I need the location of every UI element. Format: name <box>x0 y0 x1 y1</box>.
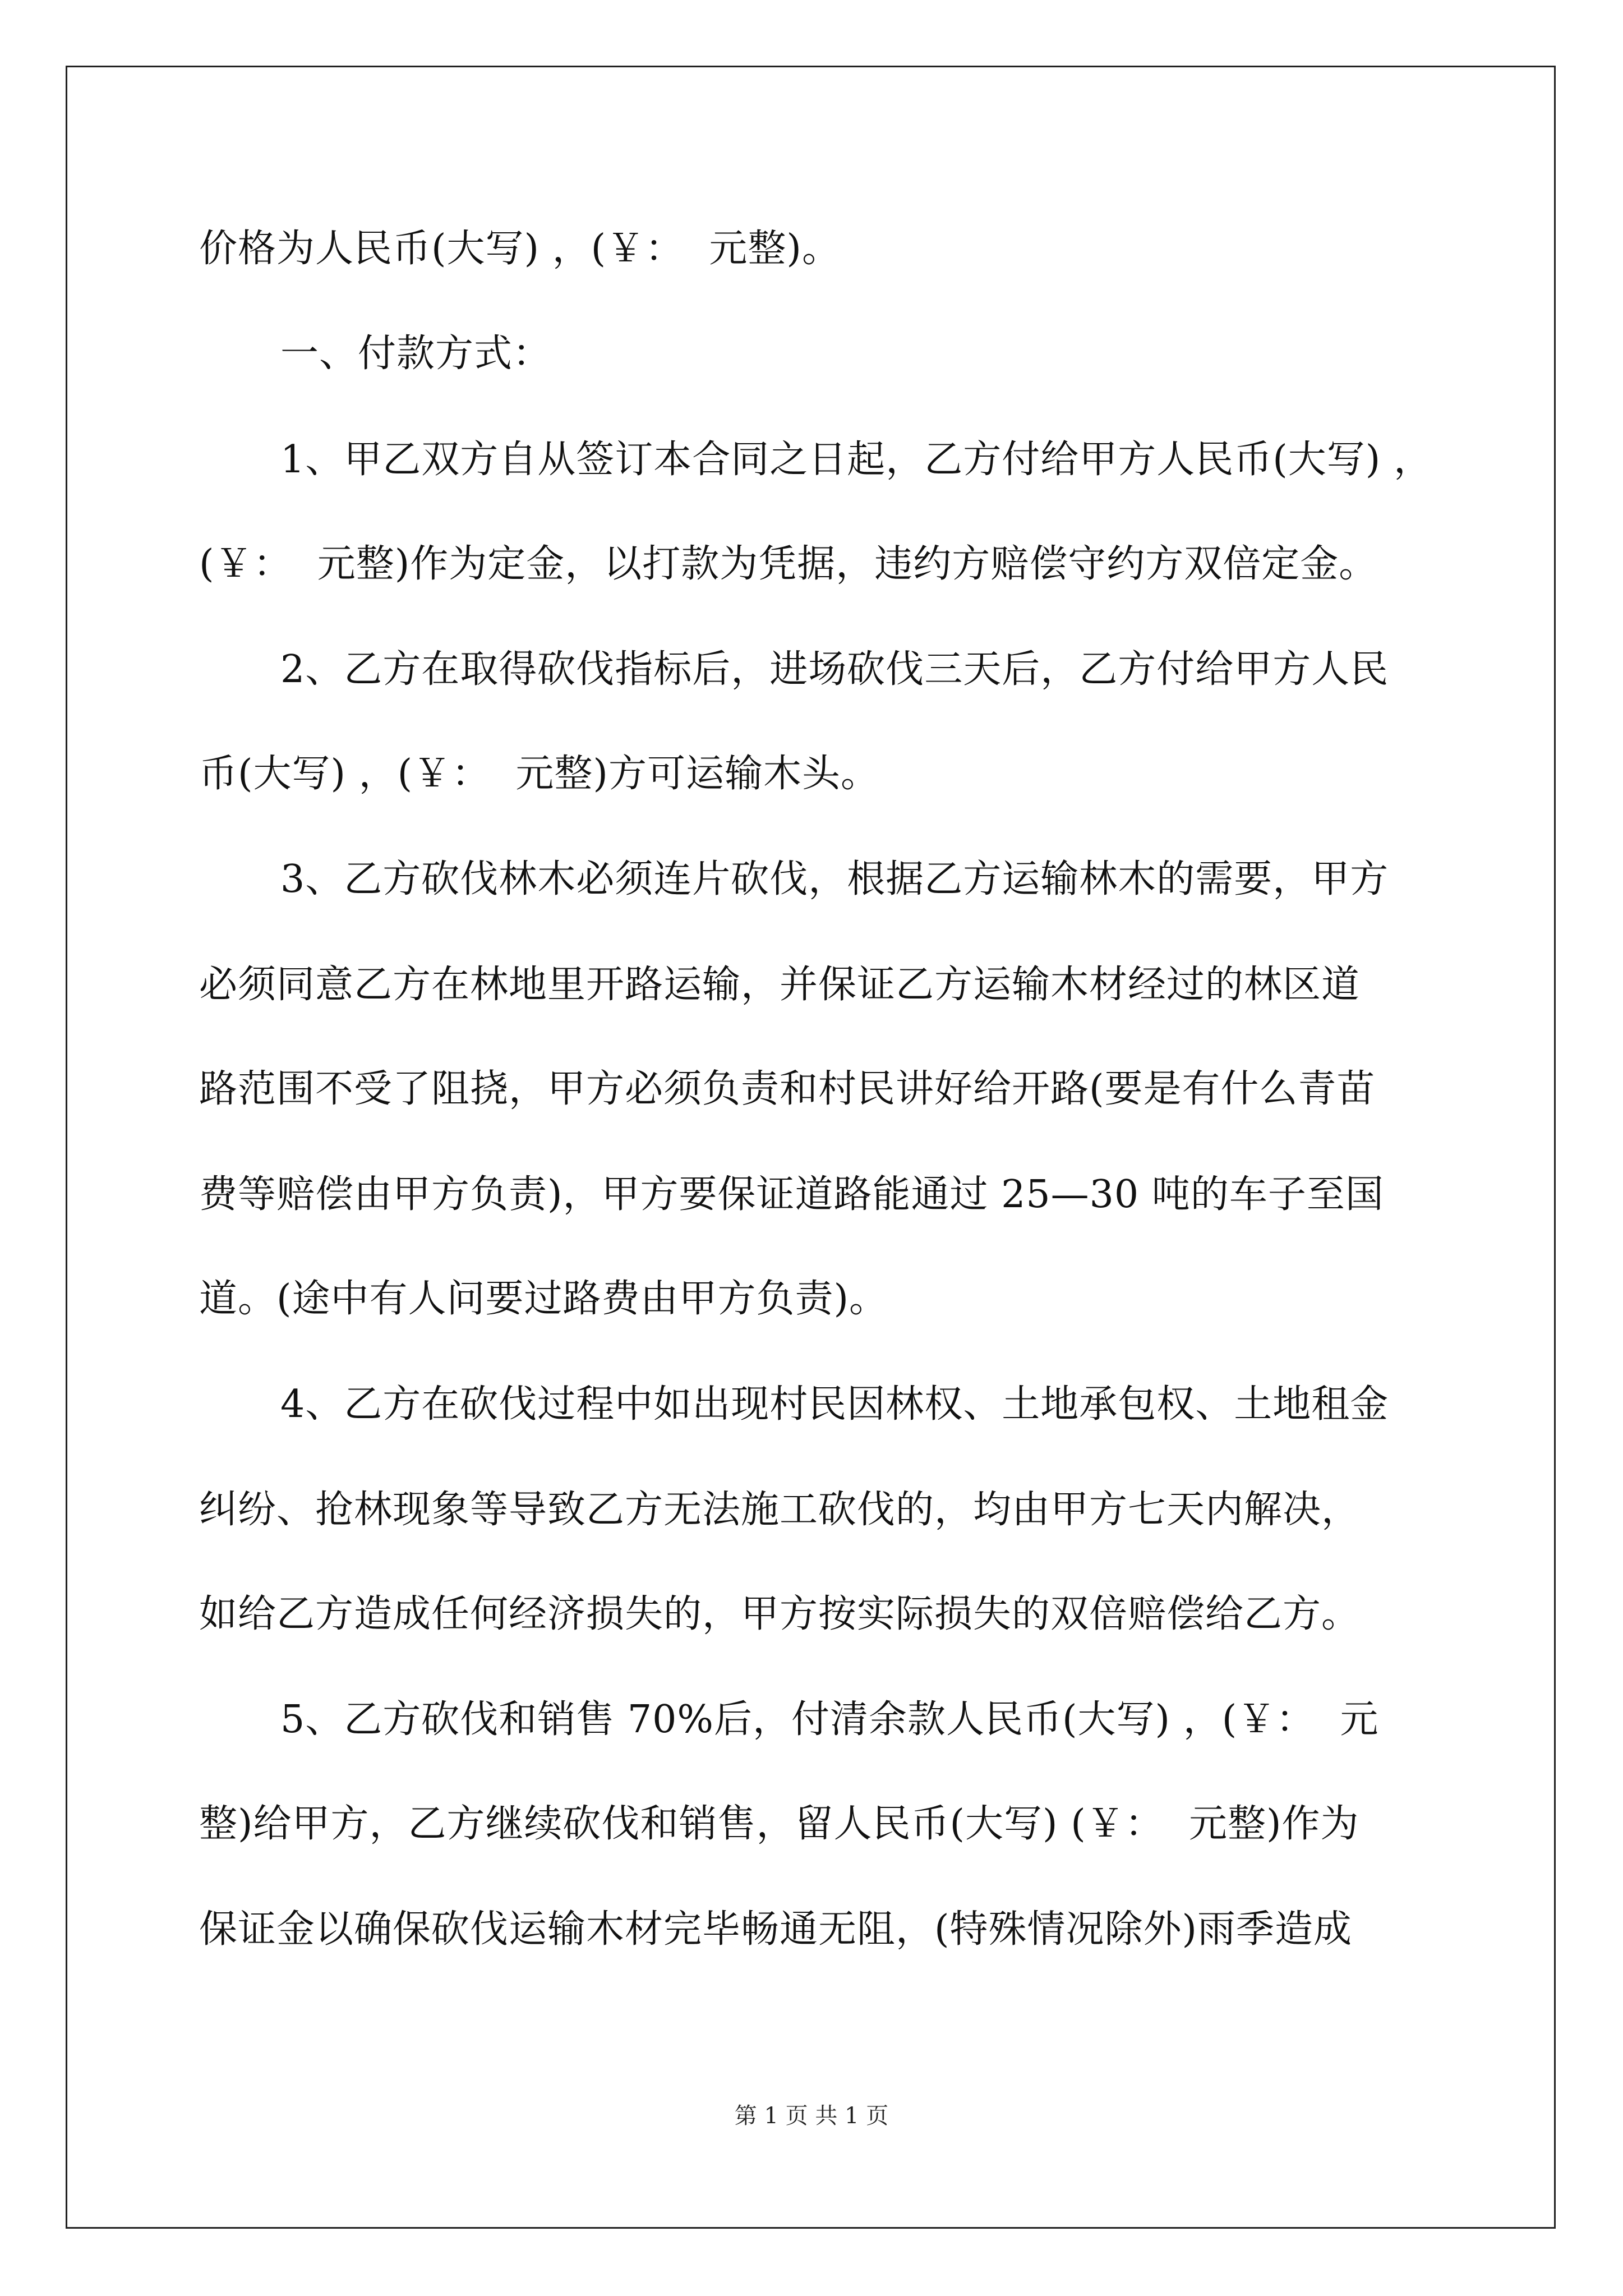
text-line: 保证金以确保砍伐运输木材完毕畅通无阻，(特殊情况除外)雨季造成 <box>199 1907 1353 1952</box>
text-line: 路范围不受了阻挠，甲方必须负责和村民讲好给开路(要是有什么青苗 <box>199 1067 1376 1111</box>
text-line: (￥： 元整)作为定金，以打款为凭据，违约方赔偿守约方双倍定金。 <box>199 542 1378 586</box>
text-line: 纠纷、抢林现象等导致乙方无法施工砍伐的，均由甲方七天内解决， <box>199 1488 1361 1532</box>
text-line: 道。(途中有人问要过路费由甲方负责)。 <box>199 1277 888 1321</box>
text-line: 价格为人民币(大写) ，(￥： 元整)。 <box>199 227 841 271</box>
text-line: 费等赔偿由甲方负责)，甲方要保证道路能通过 25—30 吨的车子至国 <box>199 1172 1384 1217</box>
text-line: 4、乙方在砍伐过程中如出现村民因林权、土地承包权、土地租金 <box>280 1382 1389 1427</box>
text-line: 币(大写) ，(￥： 元整)方可运输木头。 <box>199 752 879 796</box>
text-line: 3、乙方砍伐林木必须连片砍伐，根据乙方运输林木的需要，甲方 <box>280 857 1389 901</box>
text-line: 必须同意乙方在林地里开路运输，并保证乙方运输木材经过的林区道 <box>199 963 1361 1007</box>
page-border <box>66 66 1556 2229</box>
text-line: 整)给甲方，乙方继续砍伐和销售，留人民币(大写) (￥： 元整)作为 <box>199 1802 1359 1846</box>
page-number: 第 1 页 共 1 页 <box>734 2103 889 2129</box>
section-heading: 一、付款方式： <box>280 332 552 376</box>
text-line: 2、乙方在取得砍伐指标后，进场砍伐三天后，乙方付给甲方人民 <box>280 647 1389 692</box>
text-line: 1、甲乙双方自从签订本合同之日起，乙方付给甲方人民币(大写) ， <box>280 438 1432 482</box>
text-line: 如给乙方造成任何经济损失的，甲方按实际损失的双倍赔偿给乙方。 <box>199 1592 1361 1636</box>
text-line: 5、乙方砍伐和销售 70%后，付清余款人民币(大写) ，(￥： 元 <box>280 1697 1379 1742</box>
